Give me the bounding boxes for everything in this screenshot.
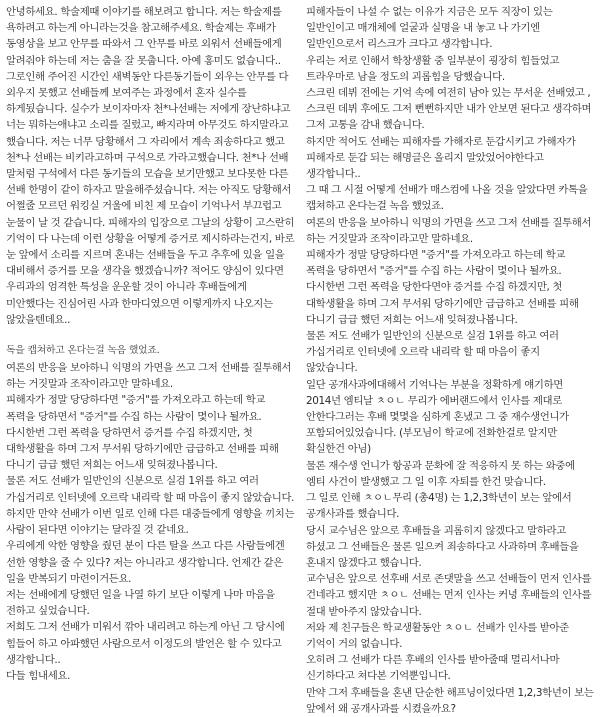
left-column <box>6 4 296 697</box>
left-paragraph-1: 안녕하세요. 학술제때 이야기를 해보려고 합니다. 저는 학술제를 욕하려고 하는게 아니라는것을 참고해주세요. 학술제는 후배가 동영상을 보고 안무를 따와서 그 안무를 바로 외워서 선배들에게 알려줘야 하는데 저는 춤을 잘 못춥니다. 아예 홍미도 없습니다.. 그로인해 주어진 시간인 새벽동안 다른동기들이 외우는 안무를 다 외우지 못했고 선배들께 보여주는 과정에서 혼자 실수를 하게됬습니다. 실수가 보이자마자 천*나선배는 저에게 장난하냐고 너는 뭐하는애냐고 소리를 질렀고, 빠지라며 아무것도 하지말라고 했습니다. 저는 너무 당황해서 그 자리에서 계속 죄송하다고 했고 천*나 선배는 비키라고하며 구석으로 가라고했습니다. 천*나 선배 말처럼 구석에서 다른 동기들의 모습을 보기만했고 보다못한 다른 선배 한명이 같이 하자고 말을해주셨습니다. 저는 아직도 당황해서 어쩔줄 모르던 워킹실 거울에 비친 제 모습이 기억나서 부끄럽고 눈물이 날 것 같습니다. 피해자의 입장으로 그날의 상황이 고스란히 기억이 다 나는데 이런 상황을 어떻게 증거로 제시하라는건지, 바로 눈 앞에서 소리를 지르며 혼내는 선배들을 두고 추후에 있을 일을 대비해서 증거를 모을 생각을 했겠습니까? 적어도 양심이 있다면 우리과의 엄격한 특성을 운운할 것이 아니라 후배들에게 미안했다는 진심어린 사과 한마디였으면 이렇게까지 나오지는 않았을텐데요.. <box>6 6 298 326</box>
divider-space <box>6 328 296 344</box>
left-paragraph-2: 여론의 반응을 보아하니 익명의 가면을 쓰고 그저 선배를 질투해서 하는 거짓말과 조작이라고만 말하네요. 피해자가 정말 당당하다면 "증거"를 가져오라고 하는데 학교 폭력을 당하면서 "증거"를 수집 하는 사람이 몇이나 될까요. 다시한번 그런 폭력을 당하면서 증거를 수집 하겠지만, 첫 대학생활을 하며 그저 무서워 당하기에만 급급하고 선배를 피해 다니기 급급 했던 저희는 어느새 잊혀졌나봅니다. 물론 저도 선배가 일반인의 신분으로 실검 1위를 하고 여러 가십거리로 인터넷에 오르락 내리락 할 때 마음이 좋지 않았습니다. 하지만 만약 선배가 이번 일로 인해 다른 대중들에게 영향을 끼치는 사람이 된다면 이야기는 달라질 것 같네요. 우리에게 악한 영향을 줬던 분이 다른 탈을 쓰고 다른 사람들에겐 선한 영향을 줄 수 있다? 저는 아니라고 생각합니다. 언제간 같은 일을 반복되기 마련이거든요. 저는 선배에게 당했던 일을 나열 하기 보단 이렇게 나마 마음을 전하고 싶었습니다. 저희도 그저 선배가 미워서 깎아 내리려고 하는게 아닌 그 당시에 힘들어 하고 아파했던 사람으로서 이정도의 발언은 할 수 있다고 생각합니다.. 다들 힘내세요. <box>6 362 295 682</box>
right-paragraph-2: 만약 그저 후배들을 혼낸 단순한 해프닝이었다면 1,2,3학년이 보는 앞에서 왜 공개사과를 시켰을까요? <box>306 686 597 715</box>
cropped-caption-line: 독을 캡쳐하고 온다는걸 녹음 했었죠. <box>6 345 160 357</box>
right-paragraph-1: 피해자들이 나설 수 없는 이유가 지금은 모두 직장이 있는 일반인이고 매개체에 얼굴과 실명을 내 놓고 나 가기엔 일반인으로서 리스크가 크다고 생각합니다. 우리는 저로 인해서 학창생활 중 일부분이 굉장히 힘들었고 트라우마로 남을 정도의 괴롭힘을 당했습니다. 스크린 데뷔 전에는 기억 속에 여전히 남아 있는 무서운 선배였고 , 스크린 데뷔 후에도 그저 뻔뻔하지만 내가 안보면 된다고 생각하며 그저 고통을 감내 했습니다. 하지만 적어도 선배는 피해자를 가해자로 둔갑시키고 가해자가 피해자로 둔갑 되는 해명글은 올리지 말았었어야한다고 생각합니다.. 그 때 그 시절 어떻게 선배가 매스컴에 나올 것을 알았다면 카톡을 캡쳐하고 온다는걸 녹음 했었죠. 여론의 반응을 보아하니 익명의 가면을 쓰고 그저 선배를 질투해서 하는 거짓말과 조작이라고만 말하네요. 피해자가 정말 당당하다면 "증거"를 가져오라고 하는데 학교 폭력을 당하면서 "증거"를 수집 하는 사람이 몇이나 될까요. 다시한번 그런 폭력을 당한다면야 증거를 수집 하겠지만, 첫 대학생활을 하며 그저 무서워 당하기에만 급급하고 선배를 피해 다니기 급급 했던 저희는 어느새 잊혀졌나봅니다. 물론 저도 선배가 일반인의 신분으로 실검 1위를 하고 여러 가십거리로 인터넷에 오르락 내리락 할 때 마음이 좋지 않았습니다. 일단 공개사과에대해서 기억나는 부분을 정확하게 얘기하면 2014년 엠티날 ㅊㅇㄴ 무리가 에버랜드에서 인사를 제대로 안한다그러는 후배 몇몇을 심하게 혼냈고 그 중 재수생언니가 포함되어있었습니다. (부모님이 학교에 전화한걸로 알지만 확실한건 아님) 물론 재수생 언니가 항공과 문화에 잘 적응하지 못 하는 와중에 엠티 사건이 발생했고 그 일 이후 자퇴를 한건 맞습니다. 그 일로 인해 ㅊㅇㄴ무리 (총4명) 는 1,2,3학년이 보는 앞에서 공개사과를 했습니다. 당시 교수님은 앞으로 후배들을 괴롭히지 않겠다고 말하라고 하셨고 그 선배들은 물론 일으켜 죄송하다고 사과하며 후배들을 혼내지 않겠다고 했습니다. 교수님은 앞으로 선후배 서로 존댓말을 쓰고 선배들이 먼저 인사를 건네라고 했지만 ㅊㅇㄴ 선배는 먼저 인사는 커녕 후배들의 인사를 절대 받아주지 않았습니다. 저와 제 친구들은 학교생활동안 ㅊㅇㄴ 선배가 인사를 받아준 기억이 거의 없습니다. 오히려 그 선배가 다른 후배의 인사를 받아줄때 멀리서나마 신기하다고 쳐다본 기억뿐입니다. <box>306 6 592 683</box>
right-column <box>306 4 597 715</box>
